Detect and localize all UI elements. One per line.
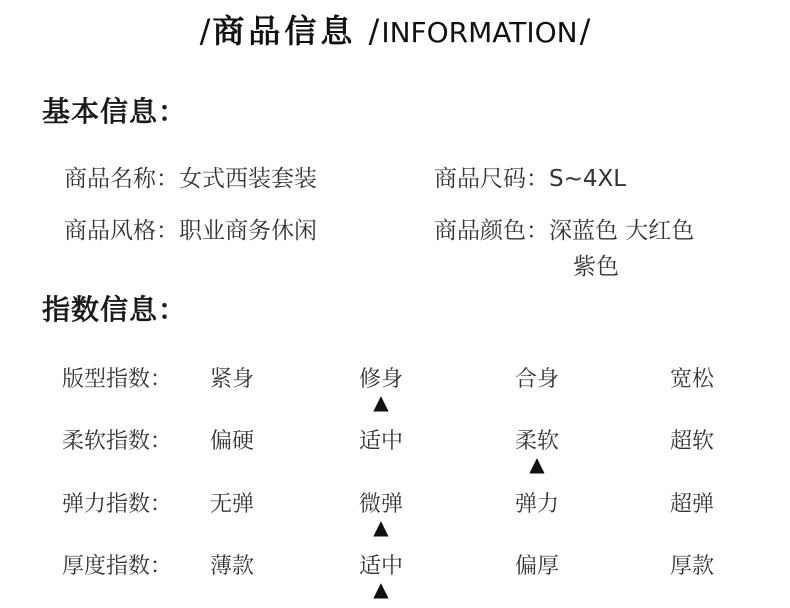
index-option: 偏硬 [209,429,254,454]
index-option: 修身 [358,367,403,392]
selected-marker-icon: ▲ [373,390,389,414]
product-size-label: 商品尺码： [434,166,549,192]
header-title-cn: 商品信息 [212,12,357,50]
product-name-label: 商品名称： [64,166,179,192]
index-option: 柔软 [514,429,559,454]
header-slash-left: / [199,12,211,50]
index-option: 适中 [358,429,403,454]
basic-info-title: 基本信息： [42,95,188,128]
index-option: 弹力 [514,492,559,517]
index-option: 适中 [358,554,403,579]
index-row-label: 版型指数： [62,367,173,392]
product-style-label: 商品风格： [64,218,179,244]
index-row-label: 柔软指数： [62,429,173,454]
page-header [0,8,790,56]
index-option: 紧身 [209,367,254,392]
header-slash-mid: / [368,12,380,50]
product-style-field [64,212,317,245]
product-name-field [64,160,317,193]
index-option: 合身 [514,367,559,392]
product-size-value: S~4XL [549,166,627,192]
product-color-field [434,212,694,245]
index-option: 超弹 [669,492,714,517]
index-option: 无弹 [209,492,254,517]
index-option: 厚款 [669,554,714,579]
product-size-field [434,160,626,193]
index-option: 薄款 [209,554,254,579]
selected-marker-icon: ▲ [529,452,545,476]
header-title-en: INFORMATION [381,16,578,49]
index-option: 超软 [669,429,714,454]
index-info-title: 指数信息： [42,293,188,326]
index-row-label: 弹力指数： [62,492,173,517]
product-color-label: 商品颜色： [434,218,549,244]
product-style-value: 职业商务休闲 [179,218,317,244]
selected-marker-icon: ▲ [373,577,389,601]
index-option: 微弹 [358,492,403,517]
index-option: 宽松 [669,367,714,392]
product-color-value-1: 深蓝色 大红色 [549,218,695,244]
product-color-value-2: 紫色 [573,254,619,280]
index-option: 偏厚 [514,554,559,579]
header-slash-right: / [579,12,591,50]
selected-marker-icon: ▲ [373,515,389,539]
index-row-label: 厚度指数： [62,554,173,579]
product-name-value: 女式西装套装 [179,166,317,192]
